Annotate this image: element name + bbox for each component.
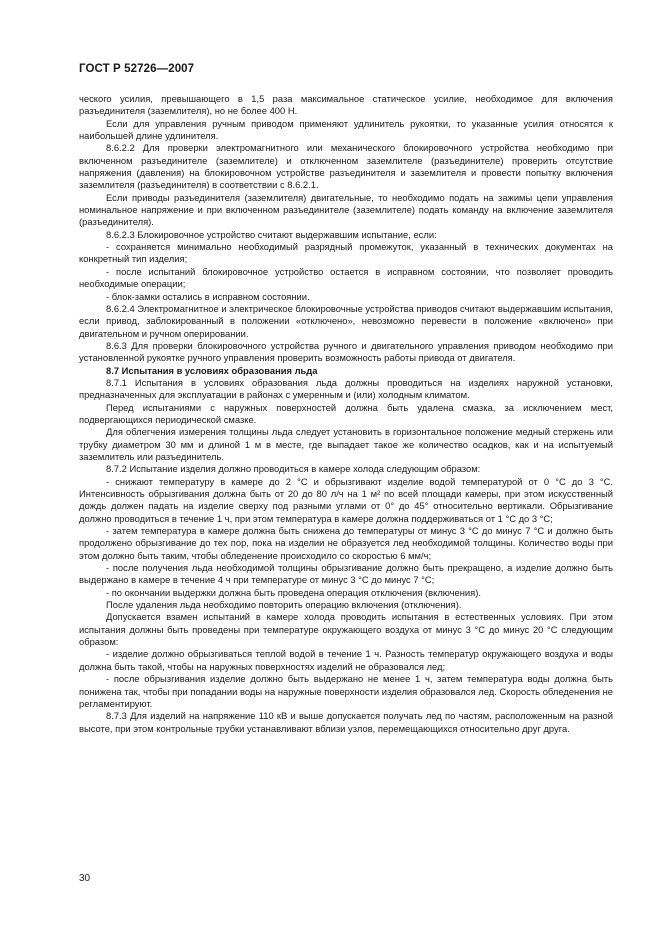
paragraph: Если приводы разъединителя (заземлителя) двигательные, то необходимо подать на зажимы цепи управления номинальное напряжение и при включенном разъединителе (заземлителе) подать команду на включение заземлителя (разъединителя). xyxy=(79,191,613,228)
paragraph: - сохраняется минимально необходимый разрядный промежуток, указанный в технических документах на конкретный тип изделия; xyxy=(79,241,613,265)
paragraph: ческого усилия, превышающего в 1,5 раза максимальное статическое усилие, необходимое для включения разъединителя (заземлителя), но не более 400 Н. xyxy=(79,93,613,117)
section-heading: 8.7 Испытания в условиях образования льда xyxy=(106,364,318,376)
paragraph: Перед испытаниями с наружных поверхностей должна быть удалена смазка, за исключением мест, подвергающихся периодической смазке. xyxy=(79,401,613,425)
paragraph: 8.6.3 Для проверки блокировочного устройства ручного и двигательного управления приводом необходимо при установленной рукоятке ручного управления проверить возможность работы привода от двигателя. xyxy=(79,339,613,364)
paragraph: 8.7.2 Испытание изделия должно проводиться в камере холода следующим образом: xyxy=(106,463,481,475)
paragraph: 8.6.2.3 Блокировочное устройство считают выдержавшим испытание, если: xyxy=(106,228,437,240)
paragraph: Если для управления ручным приводом применяют удлинитель рукоятки, то указанные усилия относятся к наибольшей длине удлинителя. xyxy=(79,117,613,142)
body-text xyxy=(79,93,613,735)
paragraph: После удаления льда необходимо повторить операцию включения (отключения). xyxy=(106,599,462,611)
paragraph: - изделие должно обрызгиваться теплой водой в течение 1 ч. Разность температур окружающего воздуха и воды должна быть такой, чтобы на наружных поверхностях изделий не образовался лед; xyxy=(79,648,613,672)
paragraph: - блок-замки остались в исправном состоянии. xyxy=(106,290,310,302)
paragraph: - после обрызгивания изделие должно быть выдержано не менее 1 ч, затем температура воды должна быть понижена так, чтобы при попадании воды на наружные поверхности изделия образовался лед. Скорость обледенения не регламентируют. xyxy=(79,673,613,709)
paragraph: - снижают температуру в камере до 2 °С и обрызгивают изделие водой температурой от 0 °С до 3 °С. Интенсивность обрызгивания должна быть от 20 до 80 л/ч на 1 м² по всей площади камеры, при этом искусственный дождь должен падать на изделие сверху под разными углами от 0° до 45° относительно вертикали. Обрызгивание должно проводиться в течение 1 ч, при этом температура в камере должна поддерживаться от 1 °С до 3 °С; xyxy=(79,475,613,524)
page-number: 30 xyxy=(79,873,91,884)
paragraph: Допускается взамен испытаний в камере холода проводить испытания в естественных условиях. При этом испытания должны быть проведены при температуре окружающего воздуха от минус 3 °С до минус 20 °С следующим образом: xyxy=(79,611,613,648)
paragraph: 8.6.2.4 Электромагнитное и электрическое блокировочные устройства приводов считают выдержавшим испытания, если привод, заблокированный в положении «отключено», невозможно перевести в положение «включено» при двигательном и ручном оперировании. xyxy=(79,302,613,339)
paragraph: 8.6.2.2 Для проверки электромагнитного или механического блокировочного устройства необходимо при включенном разъединителе (заземлителе) и отключенном заземлителе (разъединителе) проверить отсутствие напряжения (давления) на блокировочном устройстве разъединителя и заземлителя и провести попытку включения заземлителя (разъединителя) в соответствии с 8.6.2.1. xyxy=(79,142,613,191)
paragraph: 8.7.1 Испытания в условиях образования льда должны проводиться на изделиях наружной установки, предназначенных для эксплуатации в районах с умеренным и (или) холодным климатом. xyxy=(79,376,613,401)
document-header: ГОСТ Р 52726—2007 xyxy=(79,63,195,75)
paragraph: - после получения льда необходимой толщины обрызгивание должно быть прекращено, а изделие должно быть выдержано в камере в течение 4 ч при температуре от минус 3 °С до минус 7 °С; xyxy=(79,562,613,586)
paragraph: Для облегчения измерения толщины льда следует установить в горизонтальное положение медный стержень или трубку диаметром 30 мм и длиной 1 м в месте, где выпадает такое же количество осадков, как и на испытуемый заземлитель или разъединитель. xyxy=(79,426,613,462)
paragraph: - затем температура в камере должна быть снижена до температуры от минус 3 °С до минус 7 °С и должно быть продолжено обрызгивание до тех пор, пока на изделии не образуется лед необходимой толщины. Количество воды при этом должно быть таким, чтобы обледенение происходило со скоростью 6 мм/ч; xyxy=(79,525,613,561)
paragraph: 8.7.3 Для изделий на напряжение 110 кВ и выше допускается получать лед по частям, расположенным на разной высоте, при этом контрольные трубки устанавливают вблизи узлов, перемещающихся относительно друг друга. xyxy=(79,710,613,734)
paragraph: - после испытаний блокировочное устройство остается в исправном состоянии, что позволяет проводить необходимые операции; xyxy=(79,265,613,290)
paragraph: - по окончании выдержки должна быть проведена операция отключения (включения). xyxy=(106,586,481,598)
